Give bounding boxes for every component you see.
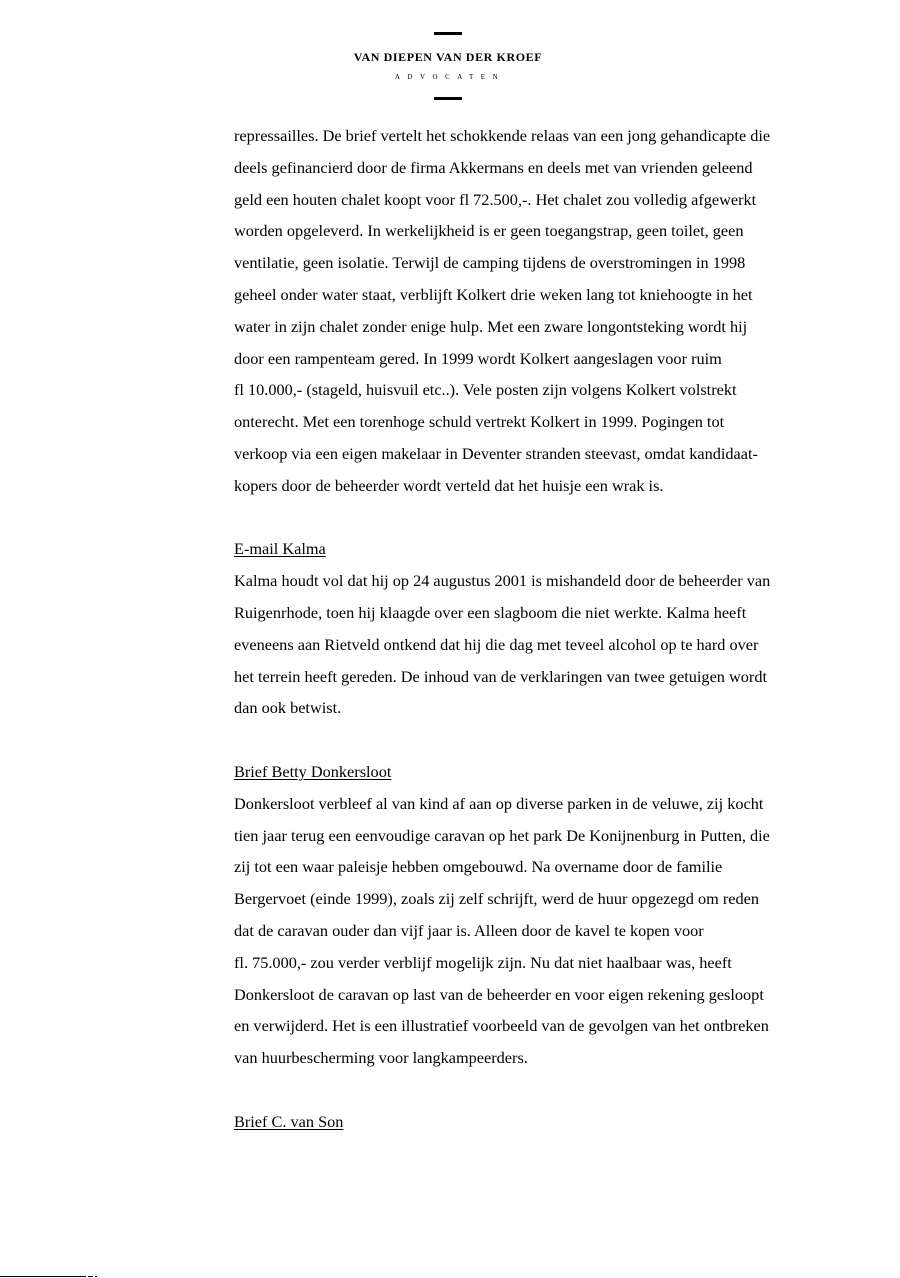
paragraph-line: onterecht. Met een torenhoge schuld vertrekt Kolkert in 1999. Pogingen tot xyxy=(234,412,725,432)
letterhead-bottom-rule xyxy=(434,97,462,100)
paragraph-line: ventilatie, geen isolatie. Terwijl de camping tijdens de overstromingen in 1998 xyxy=(234,253,746,273)
section-spacer xyxy=(234,1074,864,1106)
section-heading: Brief C. van Son xyxy=(234,1111,344,1131)
paragraph-line: repressailles. De brief vertelt het schokkende relaas van een jong gehandicapte die xyxy=(234,126,771,145)
firm-subtitle: ADVOCATEN xyxy=(394,73,506,81)
section-heading: E-mail Kalma xyxy=(234,539,326,559)
paragraph-line: dan ook betwist. xyxy=(234,698,342,718)
paragraph-line: en verwijderd. Het is een illustratief voorbeeld van de gevolgen van het ontbreken xyxy=(234,1016,769,1036)
paragraph-line: dat de caravan ouder dan vijf jaar is. Alleen door de kavel te kopen voor xyxy=(234,920,704,940)
paragraph-line: zij tot een waar paleisje hebben omgebouwd. Na overname door de familie xyxy=(234,857,723,877)
document-section xyxy=(234,756,864,1074)
document-body xyxy=(234,120,864,1138)
footnote-separator xyxy=(0,1276,86,1277)
paragraph-line: Ruigenrhode, toen hij klaagde over een slagboom die niet werkte. Kalma heeft xyxy=(234,602,747,622)
paragraph-line: tien jaar terug een eenvoudige caravan op het park De Konijnenburg in Putten, die xyxy=(234,825,770,845)
paragraph-line: worden opgeleverd. In werkelijkheid is er geen toegangstrap, geen toilet, geen xyxy=(234,221,744,241)
document-section xyxy=(234,533,864,724)
paragraph-line: Donkersloot verbleef al van kind af aan op diverse parken in de veluwe, zij kocht xyxy=(234,793,764,813)
paragraph-line: kopers door de beheerder wordt verteld dat het huisje een wrak is. xyxy=(234,475,664,495)
paragraph-line: door een rampenteam gered. In 1999 wordt Kolkert aangeslagen voor ruim xyxy=(234,348,722,368)
paragraph-line: Donkersloot de caravan op last van de beheerder en voor eigen rekening gesloopt xyxy=(234,984,764,1004)
paragraph-line: geld een houten chalet koopt voor fl 72.500,-. Het chalet zou volledig afgewerkt xyxy=(234,189,757,209)
section-spacer xyxy=(234,502,864,534)
paragraph-line: verkoop via een eigen makelaar in Deventer stranden steevast, omdat kandidaat- xyxy=(234,443,758,463)
paragraph-line: eveneens aan Rietveld ontkend dat hij die dag met teveel alcohol op te hard over xyxy=(234,634,759,654)
section-heading: Brief Betty Donkersloot xyxy=(234,761,392,781)
letterhead xyxy=(0,0,900,110)
paragraph-line: het terrein heeft gereden. De inhoud van de verklaringen van twee getuigen wordt xyxy=(234,666,767,686)
paragraph-line: Kalma houdt vol dat hij op 24 augustus 2001 is mishandeld door de beheerder van xyxy=(234,571,771,591)
paragraph-line: deels gefinancierd door de firma Akkermans en deels met van vrienden geleend xyxy=(234,157,753,177)
section-spacer xyxy=(234,724,864,756)
footnote-separator-dash xyxy=(88,1276,93,1277)
letterhead-top-rule xyxy=(434,32,462,35)
document-section xyxy=(234,1106,864,1138)
paragraph-line: fl. 75.000,- zou verder verblijf mogelijk zijn. Nu dat niet haalbaar was, heeft xyxy=(234,952,732,972)
footnote-separator-dot xyxy=(95,1276,97,1277)
paragraph-line: van huurbescherming voor langkampeerders. xyxy=(234,1048,528,1068)
paragraph-line: geheel onder water staat, verblijft Kolkert drie weken lang tot kniehoogte in het xyxy=(234,284,753,304)
firm-name: VAN DIEPEN VAN DER KROEF xyxy=(353,50,543,64)
paragraph-line: fl 10.000,- (stageld, huisvuil etc..). Vele posten zijn volgens Kolkert volstrekt xyxy=(234,380,737,400)
paragraph-line: water in zijn chalet zonder enige hulp. Met een zware longontsteking wordt hij xyxy=(234,316,748,336)
document-section xyxy=(234,120,864,502)
paragraph-line: Bergervoet (einde 1999), zoals zij zelf schrijft, werd de huur opgezegd om reden xyxy=(234,889,760,909)
